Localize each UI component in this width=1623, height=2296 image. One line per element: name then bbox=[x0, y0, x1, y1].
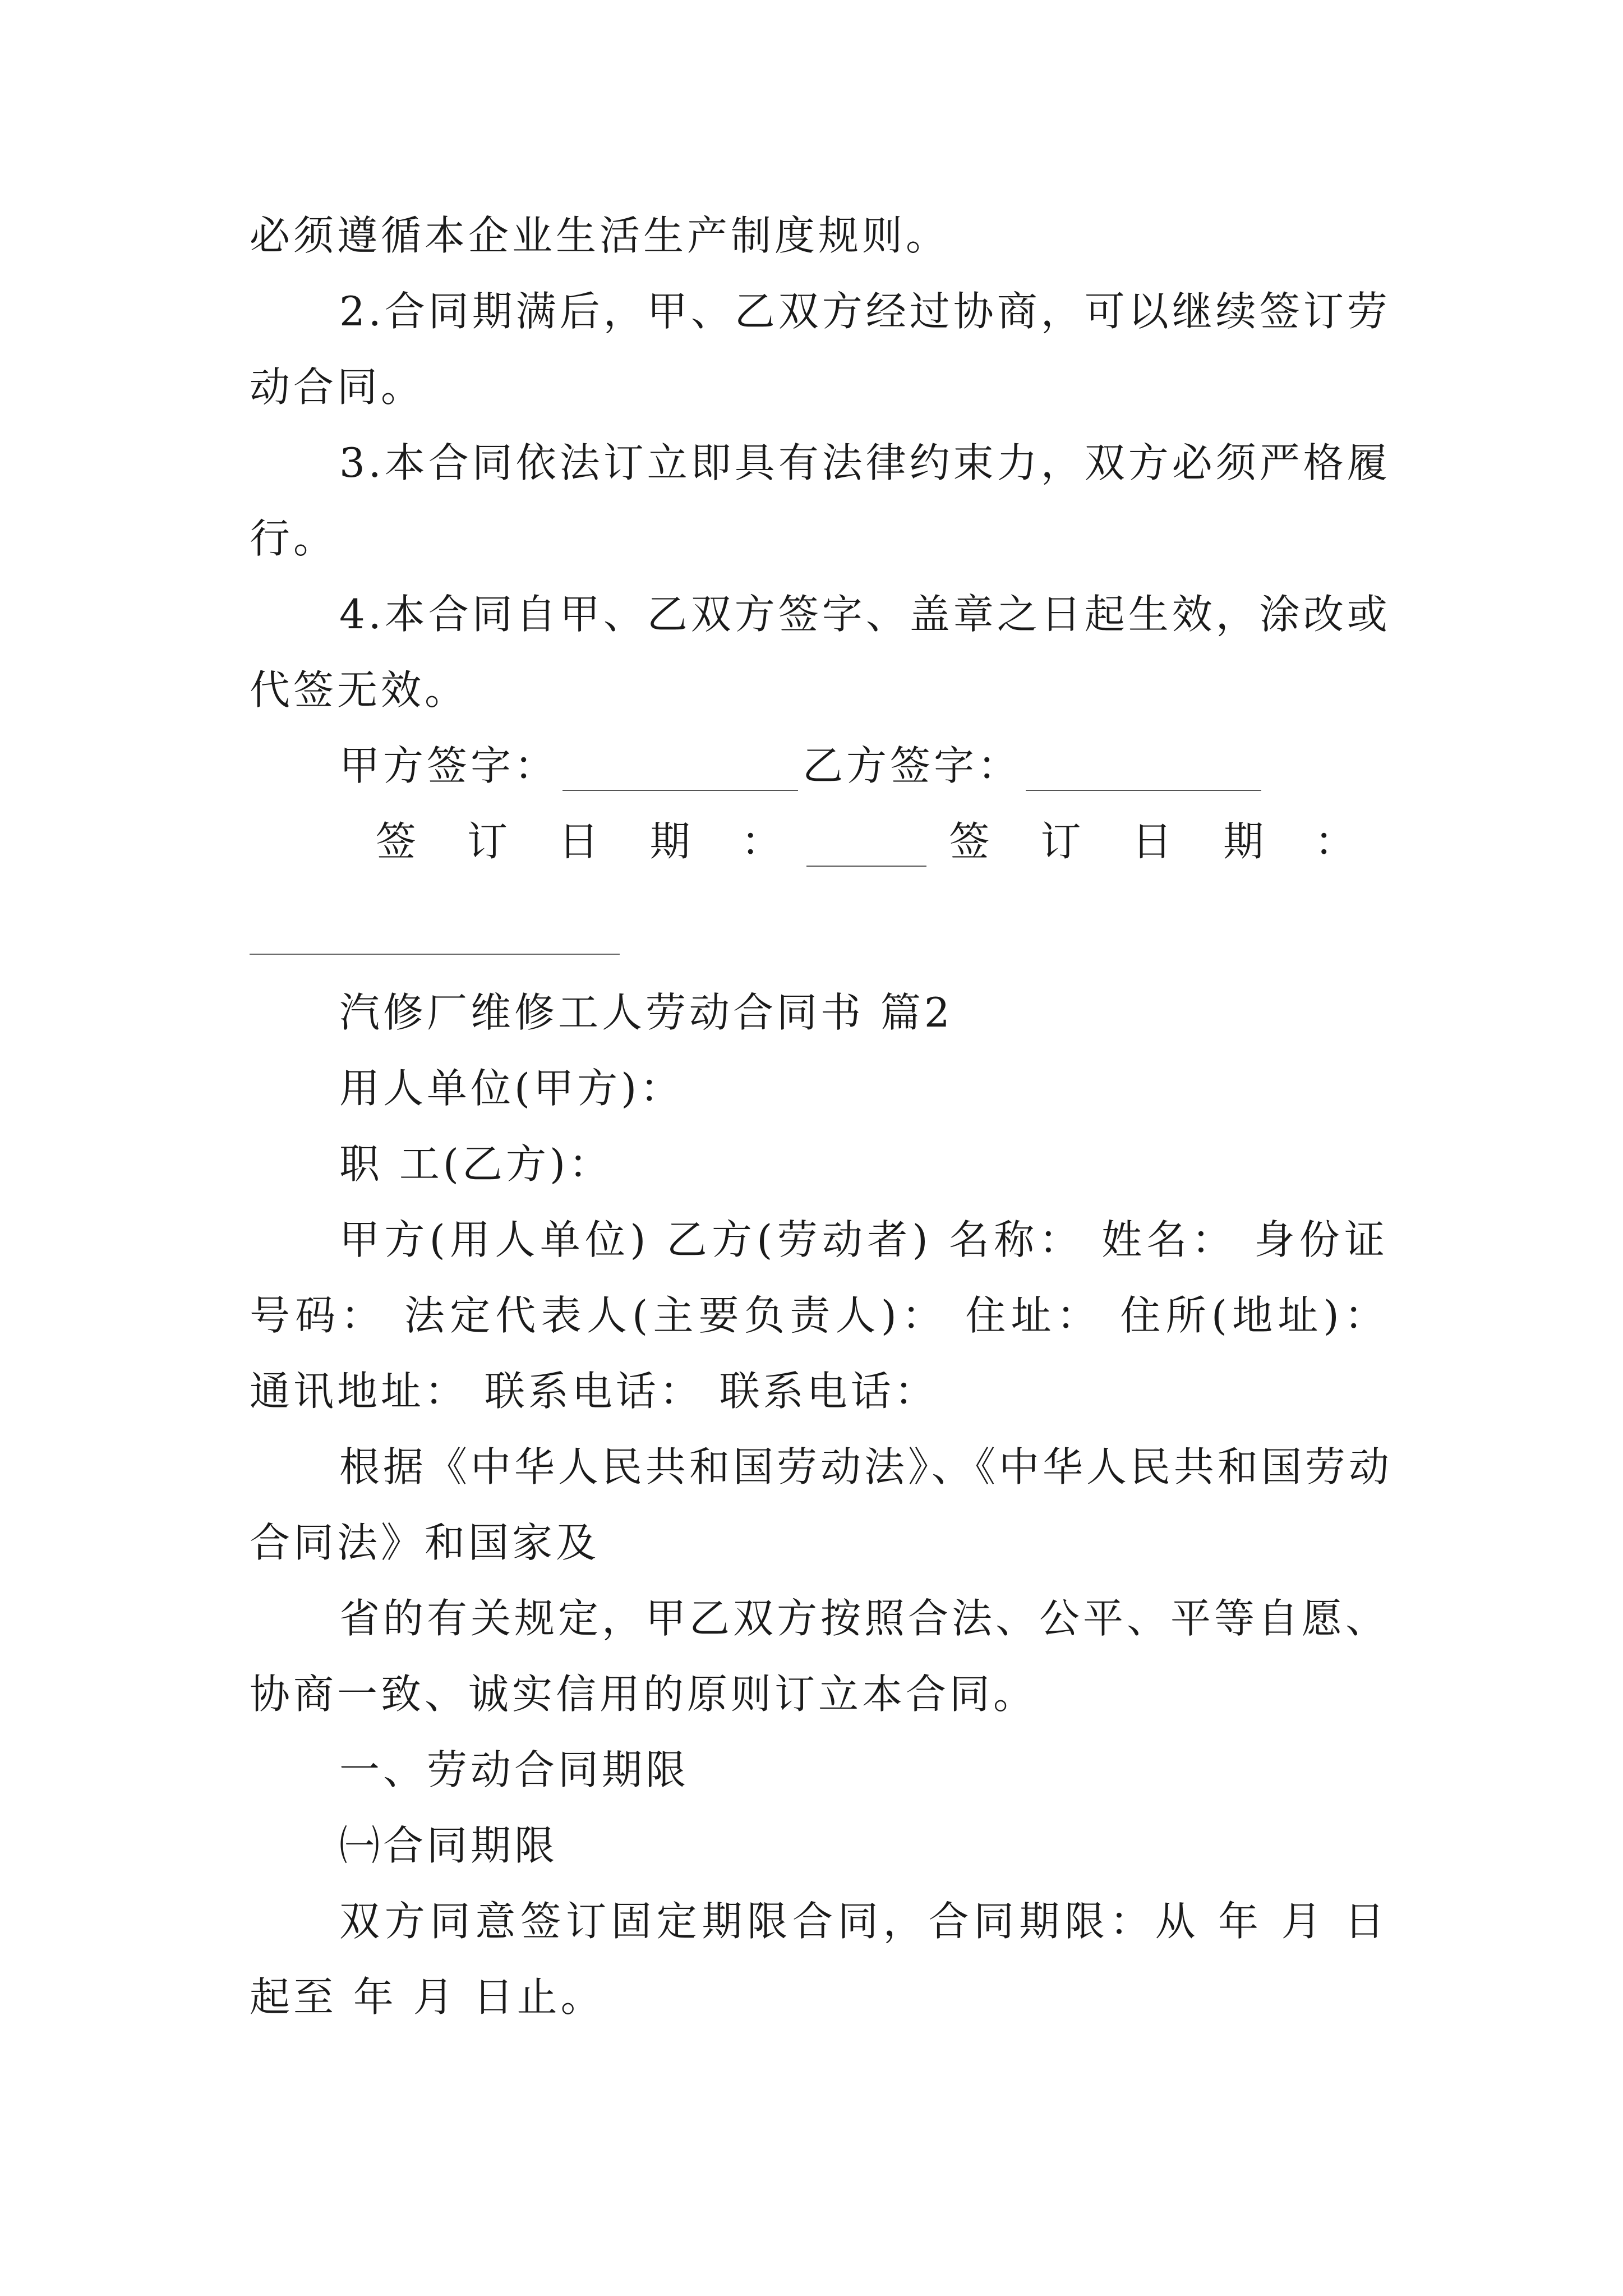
text-line: 2.合同期满后，甲、乙双方经过协商，可以继续签订劳 bbox=[339, 288, 1391, 335]
principle-line: 协商一致、诚实信用的原则订立本合同。 bbox=[250, 1671, 1038, 1718]
subheading-contract-term: ㈠合同期限 bbox=[339, 1822, 559, 1869]
text-line: 动合同。 bbox=[250, 364, 425, 411]
info-line: 甲方(用人单位) 乙方(劳动者) 名称： 姓名： 身份证 bbox=[339, 1216, 1388, 1263]
party-b-signature-label: 乙方签字： bbox=[803, 742, 1022, 789]
employee-line: 职 工(乙方)： bbox=[339, 1140, 613, 1188]
term-line: 起至 年 月 日止。 bbox=[250, 1973, 605, 2021]
info-line: 号码： 法定代表人(主要负责人)： 住址： 住所(地址)： bbox=[250, 1292, 1388, 1339]
party-b-signature-blank[interactable] bbox=[1026, 751, 1261, 791]
basis-line: 根据《中华人民共和国劳动法》、《中华人民共和国劳动 bbox=[339, 1443, 1393, 1490]
basis-line: 合同法》和国家及 bbox=[250, 1519, 600, 1566]
text-line: 必须遵循本企业生活生产制度规则。 bbox=[250, 212, 950, 259]
text-line: 行。 bbox=[250, 515, 338, 562]
text-line: 代签无效。 bbox=[250, 666, 469, 714]
sign-date-label-b: 签 订 日 期 ： bbox=[949, 818, 1374, 865]
section-title: 汽修厂维修工人劳动合同书 篇2 bbox=[339, 989, 953, 1036]
party-a-signature-label: 甲方签字： bbox=[339, 742, 559, 789]
party-a-signature-blank[interactable] bbox=[562, 751, 798, 791]
info-line: 通讯地址： 联系电话： 联系电话： bbox=[250, 1368, 938, 1415]
principle-line: 省的有关规定，甲乙双方按照合法、公平、平等自愿、 bbox=[339, 1595, 1390, 1642]
sign-date-row bbox=[376, 816, 1374, 867]
heading-contract-term: 一、劳动合同期限 bbox=[339, 1746, 690, 1793]
term-line: 双方同意签订固定期限合同，合同期限：从 年 月 日 bbox=[339, 1898, 1388, 1945]
sign-date-blank-b[interactable] bbox=[250, 954, 620, 955]
text-line: 3.本合同依法订立即具有法律约束力，双方必须严格履 bbox=[339, 439, 1391, 486]
sign-date-blank-a[interactable] bbox=[806, 826, 927, 867]
text-line: 4.本合同自甲、乙双方签字、盖章之日起生效，涂改或 bbox=[339, 591, 1391, 638]
signature-row bbox=[339, 740, 1388, 791]
sign-date-label-a: 签 订 日 期 ： bbox=[376, 818, 801, 865]
employer-line: 用人单位(甲方)： bbox=[339, 1065, 684, 1112]
